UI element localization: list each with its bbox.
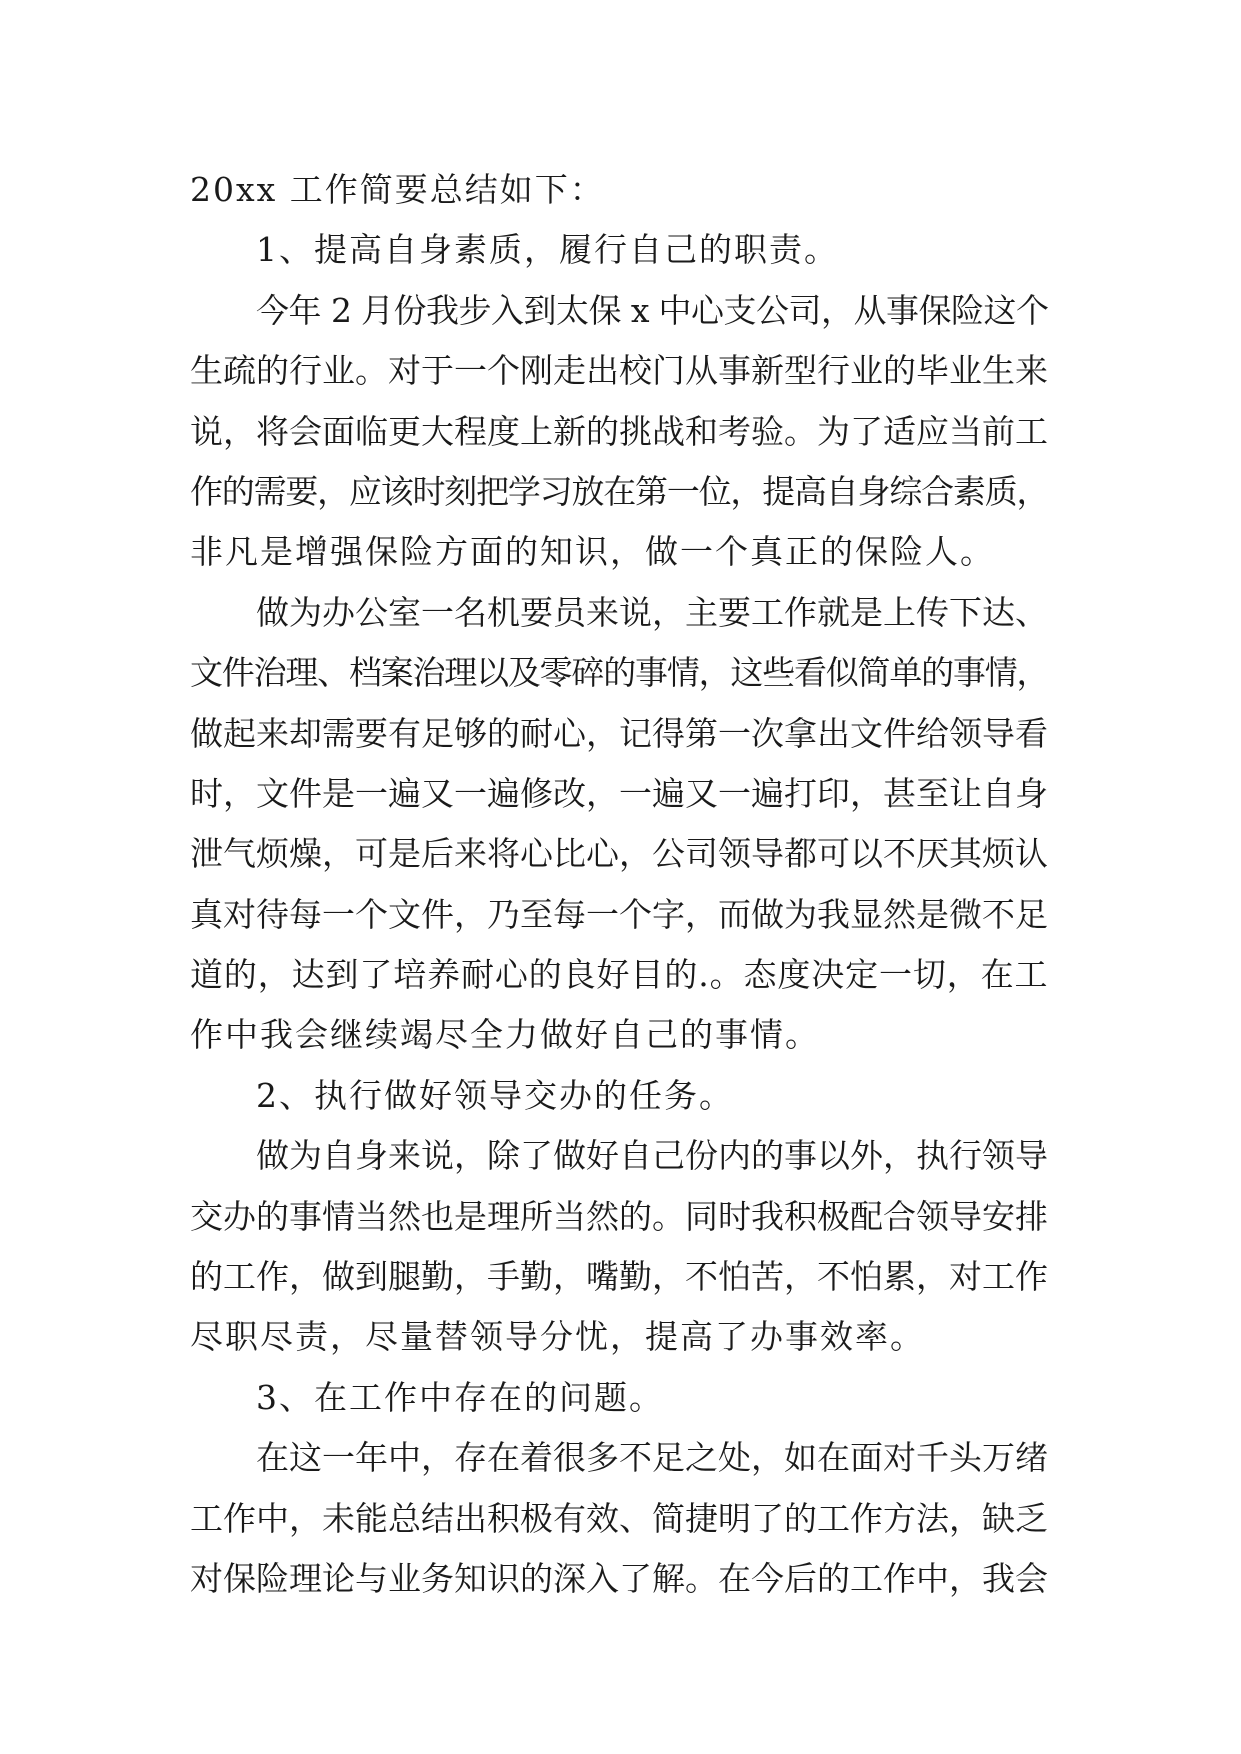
text-line: 时，文件是一遍又一遍修改，一遍又一遍打印，甚至让自身	[190, 773, 1048, 813]
text-line: 生疏的行业。对于一个刚走出校门从事新型行业的毕业生来	[190, 351, 1048, 391]
text-line: 做为自身来说，除了做好自己份内的事以外，执行领导	[256, 1136, 1048, 1176]
text-line: 的工作，做到腿勤，手勤，嘴勤，不怕苦，不怕累，对工作	[190, 1257, 1048, 1297]
text-line: 工作中，未能总结出积极有效、简捷明了的工作方法，缺乏	[190, 1498, 1048, 1538]
text-line: 交办的事情当然也是理所当然的。同时我积极配合领导安排	[190, 1196, 1048, 1236]
text-line: 1、提高自身素质，履行自己的职责。	[256, 230, 839, 270]
document-body	[190, 160, 1048, 1609]
text-line: 做为办公室一名机要员来说，主要工作就是上传下达、	[256, 592, 1048, 632]
text-line: 在这一年中，存在着很多不足之处，如在面对千头万绪	[256, 1438, 1048, 1478]
text-line: 今年 2 月份我步入到太保 x 中心支公司，从事保险这个	[256, 290, 1048, 330]
text-line: 尽职尽责，尽量替领导分忧，提高了办事效率。	[190, 1317, 925, 1357]
text-line: 文件治理、档案治理以及零碎的事情，这些看似简单的事情，	[190, 653, 1048, 693]
text-line: 作的需要，应该时刻把学习放在第一位，提高自身综合素质，	[190, 471, 1048, 511]
text-line: 非凡是增强保险方面的知识，做一个真正的保险人。	[190, 532, 995, 572]
text-line: 3、在工作中存在的问题。	[256, 1377, 664, 1417]
text-line: 泄气烦燥，可是后来将心比心，公司领导都可以不厌其烦认	[190, 834, 1048, 874]
text-line: 做起来却需要有足够的耐心，记得第一次拿出文件给领导看	[190, 713, 1048, 753]
text-line: 作中我会继续竭尽全力做好自己的事情。	[190, 1015, 820, 1055]
text-line: 对保险理论与业务知识的深入了解。在今后的工作中，我会	[190, 1558, 1048, 1598]
text-line: 真对待每一个文件，乃至每一个字，而做为我显然是微不足	[190, 894, 1048, 934]
text-line: 说，将会面临更大程度上新的挑战和考验。为了适应当前工	[190, 411, 1048, 451]
text-line: 道的，达到了培养耐心的良好目的.。态度决定一切，在工	[190, 955, 1048, 995]
text-line: 20xx 工作简要总结如下：	[190, 170, 605, 209]
text-line: 2、执行做好领导交办的任务。	[256, 1075, 734, 1115]
